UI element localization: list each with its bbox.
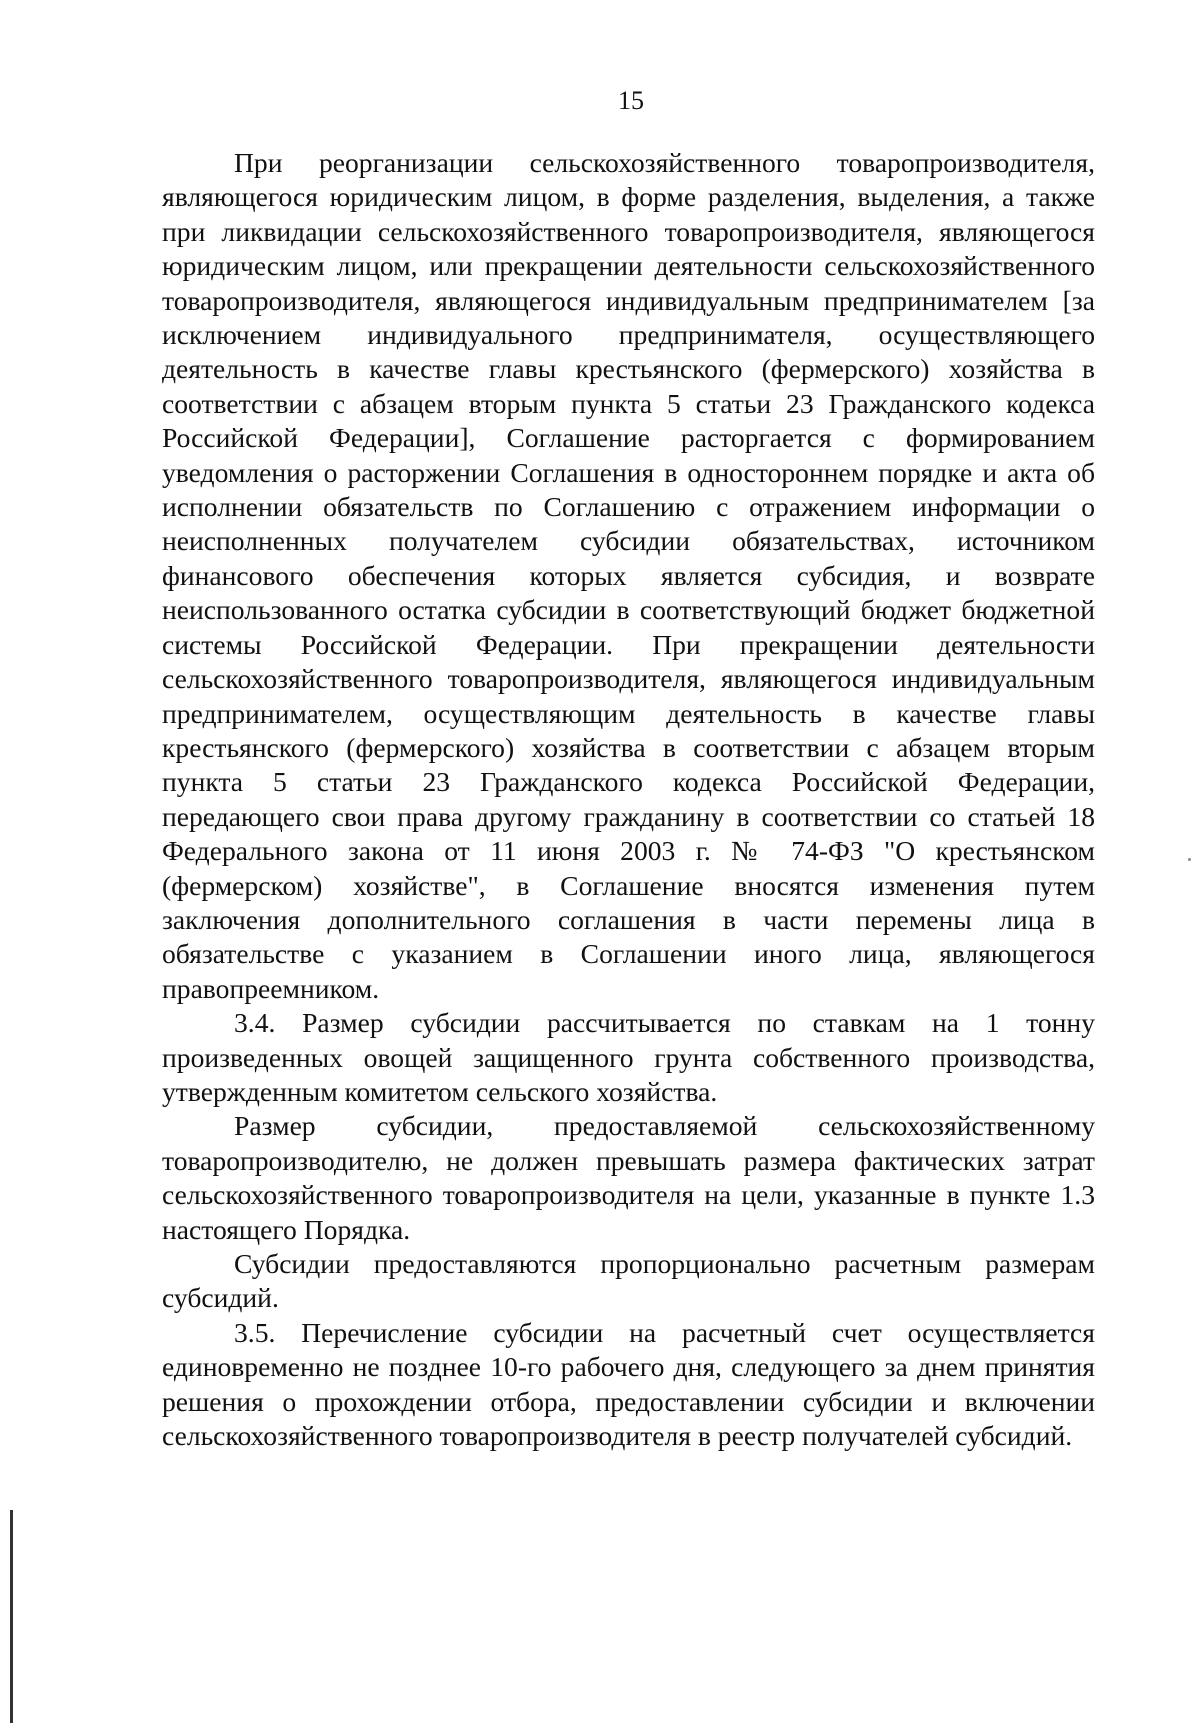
paragraph-3-4: 3.4. Размер субсидии рассчитывается по ставкам на 1 тонну произведенных овощей защищенного грунта собственного производства, утвержденным комитетом сельского хозяйства. — [162, 1007, 1095, 1107]
paragraph-subsidy-limit: Размер субсидии, предоставляемой сельскохозяйственному товаропроизводителю, не должен превышать размера фактических затрат сельскохозяйственного товаропроизводителя на цели, указанные в пункте 1.3 настоящего Порядка. — [162, 1110, 1095, 1245]
paragraph-proportional: Субсидии предоставляются пропорционально расчетным размерам субсидий. — [162, 1248, 1095, 1314]
page-number: 15 — [618, 86, 644, 115]
scan-speck — [1188, 858, 1191, 861]
paragraph-reorganization: При реорганизации сельскохозяйственного товаропроизводителя, являющегося юридическим лицом, в форме разделения, выделения, а также при ликвидации сельскохозяйственного товаропроизводителя, являющегося юридическим лицом, или прекращении деятельности сельскохозяйственного товаропроизводителя, являющегося индивидуальным предпринимателем [за исключением индивидуального предпринимателя, осуществляющего деятельность в качестве главы крестьянского (фермерского) хозяйства в соответствии с абзацем вторым пункта 5 статьи 23 Гражданского кодекса Российской Федерации], Соглашение расторгается с формированием уведомления о расторжении Соглашения в одностороннем порядке и акта об исполнении обязательств по Соглашению с отражением информации о неисполненных получателем субсидии обязательствах, источником финансового обеспечения которых является субсидия, и возврате неиспользованного остатка субсидии в соответствующий бюджет бюджетной системы Российской Федерации. При прекращении деятельности сельскохозяйственного товаропроизводителя, являющегося индивидуальным предпринимателем, осуществляющим деятельность в качестве главы крестьянского (фермерского) хозяйства в соответствии с абзацем вторым пункта 5 статьи 23 Гражданского кодекса Российской Федерации, передающего свои права другому гражданину в соответствии со статьей 18 Федерального закона от 11 июня 2003 г. № 74-ФЗ "О крестьянском (фермерском) хозяйстве", в Соглашение вносятся изменения путем заключения дополнительного соглашения в части перемены лица в обязательстве с указанием в Соглашении иного лица, являющегося правопреемником. — [162, 147, 1095, 1004]
scan-edge-mark — [10, 1510, 13, 1723]
document-body — [162, 146, 1095, 1453]
paragraph-3-5: 3.5. Перечисление субсидии на расчетный счет осуществляется единовременно не позднее 10-го рабочего дня, следующего за днем принятия решения о прохождении отбора, предоставлении субсидии и включении сельскохозяйственного товаропроизводителя в реестр получателей субсидий. — [162, 1316, 1095, 1452]
